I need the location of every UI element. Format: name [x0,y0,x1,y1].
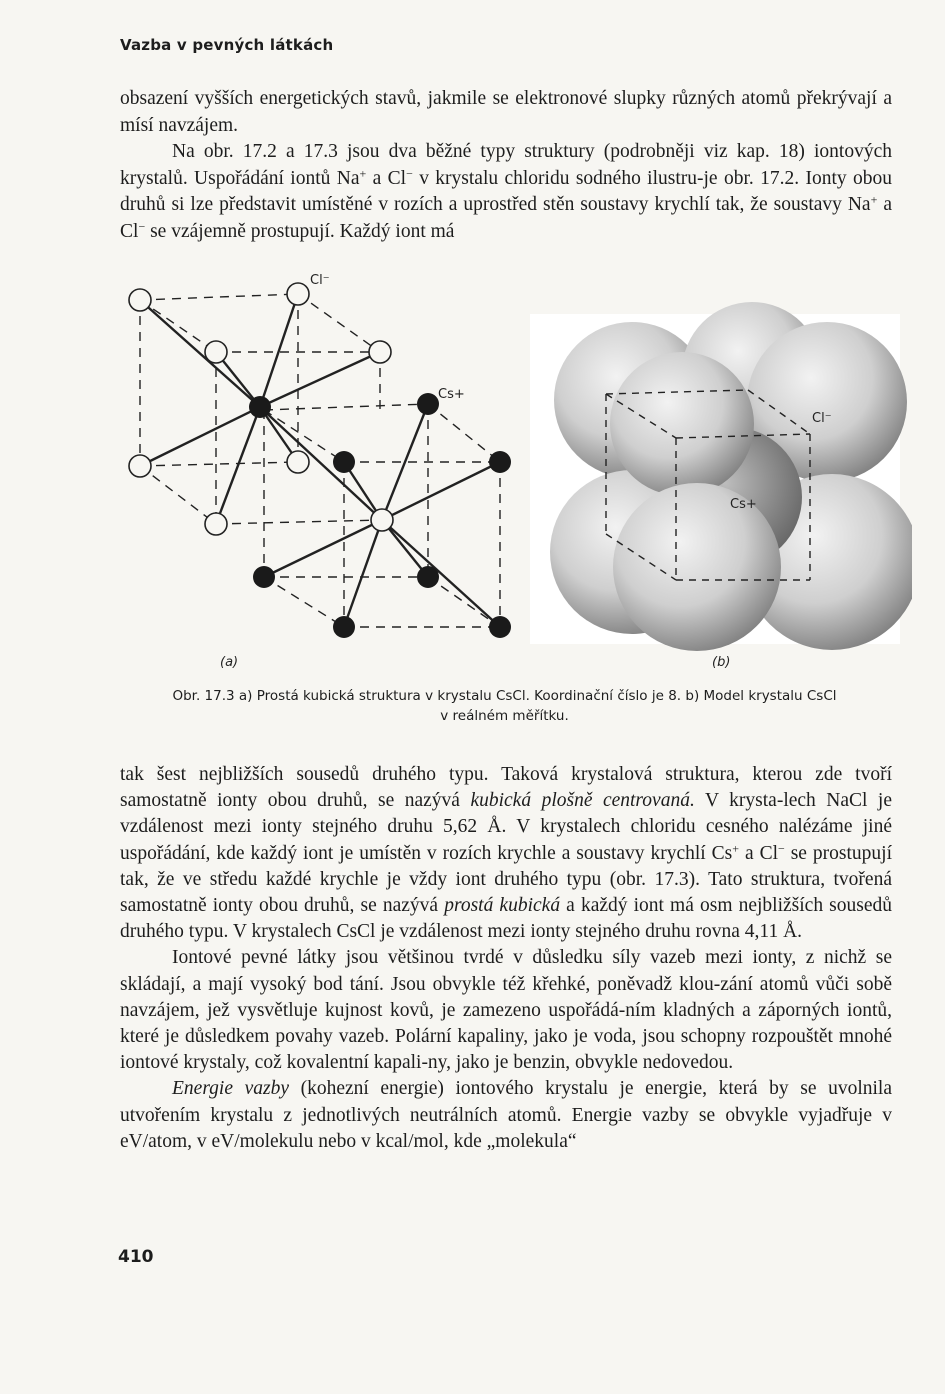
text-run: a Cl [120,194,892,242]
figure-17-3-svg [112,262,912,682]
superscript: − [138,218,146,233]
paragraph [120,762,892,945]
figure-caption [112,686,897,726]
caption-line-1: Obr. 17.3 a) Prostá kubická struktura v krystalu CsCl. Koordinační číslo je 8. b) Model krystalu CsCl [172,688,837,704]
page-number: 410 [118,1247,154,1267]
text-run: Iontové pevné látky jsou většinou tvrdé v důsledku síly vazeb mezi ionty, z nichž se skládají, a mají vysoký bod tání. Jsou obvykle též křehké, poněvadž klou-zání atomů vůči sobě navzájem, jež vysvětluje kujnost kovů, je zamezeno uspořádá-ním kladných a záporných iontů, které je důsledkem povahy vazeb. Polární kapaliny, jako je voda, jsou schopny rozpouštět mnohé iontové krystaly, což kovalentní kapali-ny, jako je benzin, obvykle nedovedou. [120,947,892,1074]
emphasis: Energie vazby [172,1078,289,1100]
superscript: − [778,841,785,856]
text-run: (kohezní energie) iontového krystalu je energie, která by se uvolnila utvořením krystalu z jednotlivých neutrálních atomů. Energie vazby se obvykle vyjadřuje v eV/atom, v eV/molekulu nebo v kcal/mol, kde „molekula“ [120,1078,892,1152]
panel-a-label: (a) [220,655,239,670]
emphasis: prostá kubická [444,895,561,917]
paragraph [120,86,892,139]
text-run: tak šest nejbližších sousedů druhého typu. Taková krystalová struktura, kterou zde tvoří samostatně ionty obou druhů, se nazývá [120,764,892,812]
paragraph [120,139,892,245]
superscript: + [359,165,367,180]
emphasis: kubická plošně centrovaná. [470,790,695,812]
text-run: se prostupují tak, že ve středu každé krychle je vždy iont druhého typu (obr. 17.3). Tato struktura, tvořená samostatně ionty obou druhů, se nazývá [120,842,892,917]
caption-line-2: v reálném měřítku. [440,708,569,724]
text-run: a Cl [366,167,407,189]
text-run: v krystalu chloridu sodného ilustru-je obr. 17.2. Ionty obou druhů si lze představit umístěné v rozích a uprostřed stěn soustavy krychlí tak, že soustavy Na [120,167,892,215]
superscript: − [406,165,413,180]
label-cs-b: Cs+ [730,497,757,512]
body-text-bottom [120,762,892,1155]
superscript: + [870,192,878,207]
paragraph [120,1076,892,1155]
panel-b-label: (b) [712,655,731,670]
label-cl-a: Cl⁻ [310,273,330,288]
superscript: + [732,841,740,856]
panel-b-model [530,302,912,651]
text-run: obsazení vyšších energetických stavů, jakmile se elektronové slupky různých atomů překrývají a mísí navzájem. [120,88,892,136]
label-cl-b: Cl⁻ [812,411,832,426]
running-head: Vazba v pevných látkách [120,36,334,54]
paragraph [120,945,892,1076]
text-run: Na obr. 17.2 a 17.3 jsou dva běžné typy struktury (podrobněji viz kap. 18) iontových krystalů. Uspořádání iontů Na [120,141,892,189]
text-run: se vzájemně prostupují. Každý iont má [145,220,455,242]
panel-a-lattice [129,283,511,638]
text-run: a Cl [739,842,778,864]
body-text-top [120,86,892,245]
text-run: V krysta-lech NaCl je vzdálenost mezi ionty stejného druhu 5,62 Å. V krystalech chloridu cesného nalézáme jiné uspořádání, kde každý iont je umístěn v rozích krychle a soustavy krychlí Cs [120,790,893,864]
text-run: a každý iont má osm nejbližších sousedů druhého typu. V krystalech CsCl je vzdálenost mezi ionty stejného druhu rovna 4,11 Å. [120,895,893,943]
label-cs-a: Cs+ [438,387,465,402]
figure-17-3 [112,262,912,682]
